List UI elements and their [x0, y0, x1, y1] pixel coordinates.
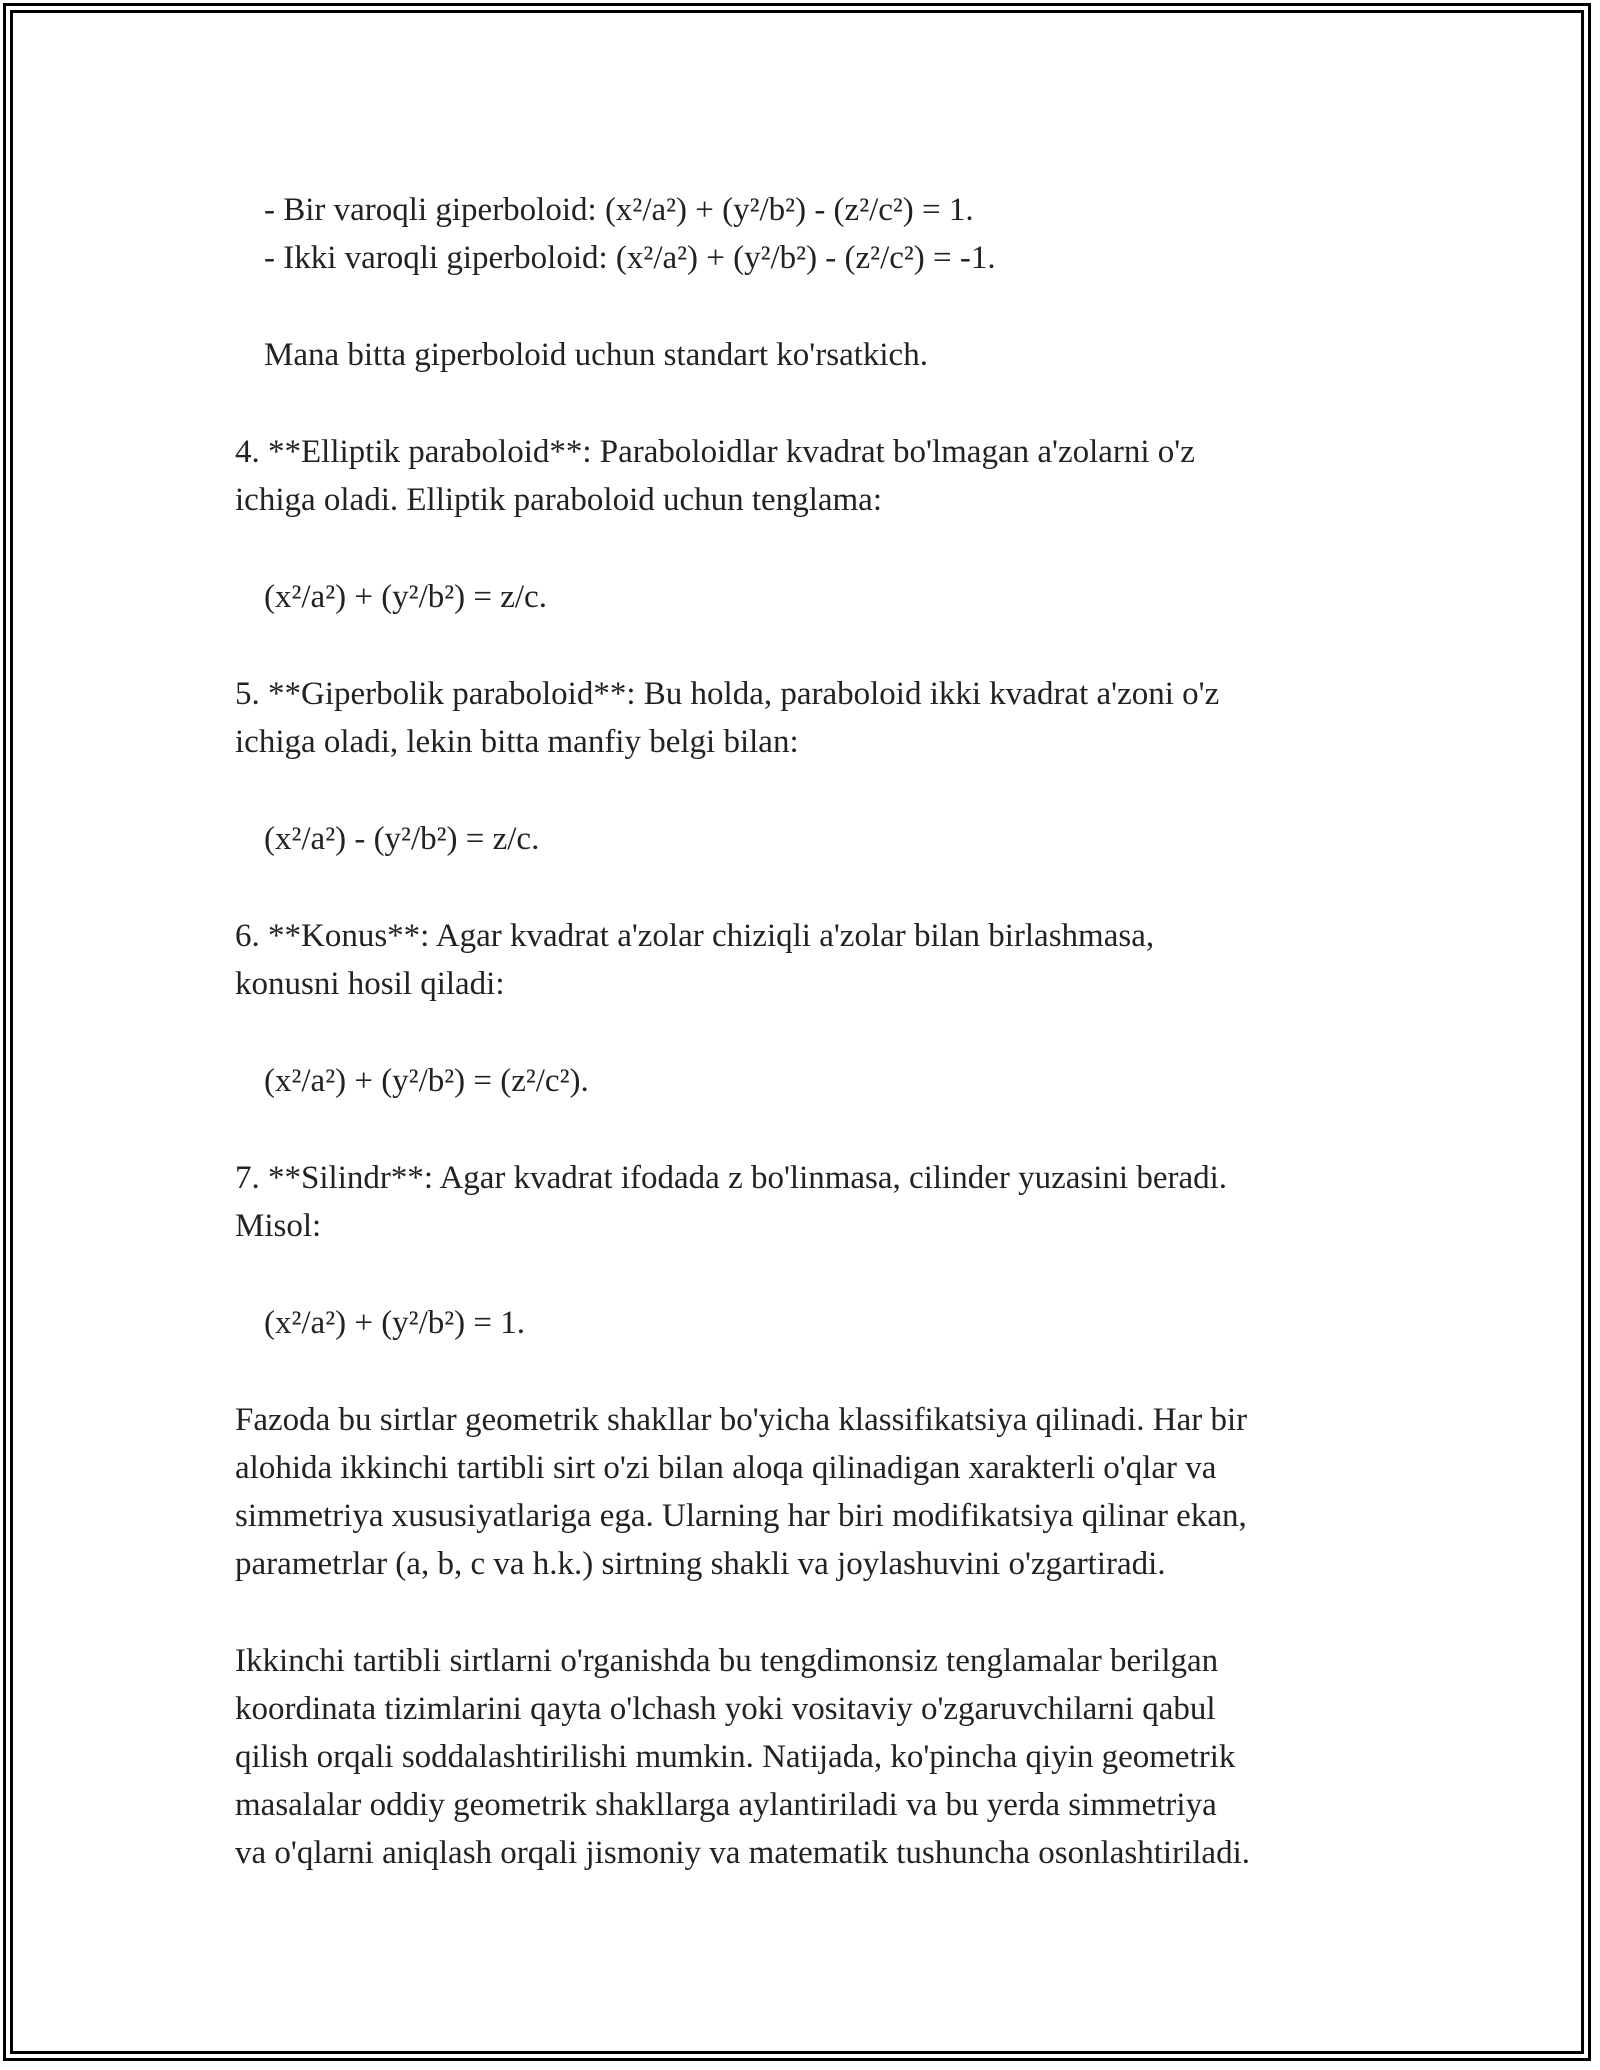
item-4-line-2: ichiga oladi. Elliptik paraboloid uchun tenglama:	[235, 482, 882, 518]
item-6-line-1: 6. **Konus**: Agar kvadrat a'zolar chiziqli a'zolar bilan birlashmasa,	[235, 918, 1155, 954]
paragraph-1-line-2: alohida ikkinchi tartibli sirt o'zi bilan aloqa qilinadigan xarakterli o'qlar va	[235, 1450, 1217, 1486]
spacer	[235, 1347, 1415, 1396]
paragraph-1-line-3: simmetriya xususiyatlariga ega. Ularning har biri modifikatsiya qilinar ekan,	[235, 1498, 1247, 1534]
paragraph-1-line-1: Fazoda bu sirtlar geometrik shakllar bo'yicha klassifikatsiya qilinadi. Har bir	[235, 1402, 1248, 1438]
item-5-line-2: ichiga oladi, lekin bitta manfiy belgi bilan:	[235, 724, 799, 760]
item-5-line-1: 5. **Giperbolik paraboloid**: Bu holda, paraboloid ikki kvadrat a'zoni o'z	[235, 676, 1220, 712]
hyperboloid-two-sheet-line: - Ikki varoqli giperboloid: (x²/a²) + (y²/b²) - (z²/c²) = -1.	[264, 240, 996, 276]
spacer	[235, 863, 1415, 912]
item-6-line-2: konusni hosil qiladi:	[235, 966, 505, 1002]
spacer	[235, 1588, 1415, 1637]
elliptic-paraboloid-equation: (x²/a²) + (y²/b²) = z/c.	[264, 579, 547, 615]
hyperboloid-one-sheet-line: - Bir varoqli giperboloid: (x²/a²) + (y²/b²) - (z²/c²) = 1.	[264, 192, 974, 228]
paragraph-2-line-1: Ikkinchi tartibli sirtlarni o'rganishda bu tengdimonsiz tenglamalar berilgan	[235, 1643, 1219, 1679]
spacer	[235, 1105, 1415, 1154]
item-7-line-1: 7. **Silindr**: Agar kvadrat ifodada z bo'linmasa, cilinder yuzasini beradi.	[235, 1160, 1228, 1196]
hyperboloid-note-line: Mana bitta giperboloid uchun standart ko'rsatkich.	[264, 337, 928, 373]
paragraph-2-line-4: masalalar oddiy geometrik shakllarga aylantiriladi va bu yerda simmetriya	[235, 1787, 1217, 1823]
paragraph-2-line-3: qilish orqali soddalashtirilishi mumkin. Natijada, ko'pincha qiyin geometrik	[235, 1739, 1236, 1775]
cone-equation: (x²/a²) + (y²/b²) = (z²/c²).	[264, 1063, 589, 1099]
item-7-line-2: Misol:	[235, 1208, 322, 1244]
paragraph-2-line-5: va o'qlarni aniqlash orqali jismoniy va matematik tushuncha osonlashtiriladi.	[235, 1835, 1250, 1871]
paragraph-2-line-2: koordinata tizimlarini qayta o'lchash yoki vositaviy o'zgaruvchilarni qabul	[235, 1691, 1216, 1727]
spacer	[235, 524, 1415, 573]
spacer	[235, 1008, 1415, 1057]
paragraph-1-line-4: parametrlar (a, b, c va h.k.) sirtning shakli va joylashuvini o'zgartiradi.	[235, 1546, 1166, 1582]
spacer	[235, 766, 1415, 815]
spacer	[235, 379, 1415, 428]
spacer	[235, 282, 1415, 331]
item-4-line-1: 4. **Elliptik paraboloid**: Paraboloidlar kvadrat bo'lmagan a'zolarni o'z	[235, 434, 1195, 470]
cylinder-equation: (x²/a²) + (y²/b²) = 1.	[264, 1305, 525, 1341]
hyperbolic-paraboloid-equation: (x²/a²) - (y²/b²) = z/c.	[264, 821, 540, 857]
spacer	[235, 1250, 1415, 1299]
spacer	[235, 621, 1415, 670]
document-body	[235, 186, 1415, 1877]
